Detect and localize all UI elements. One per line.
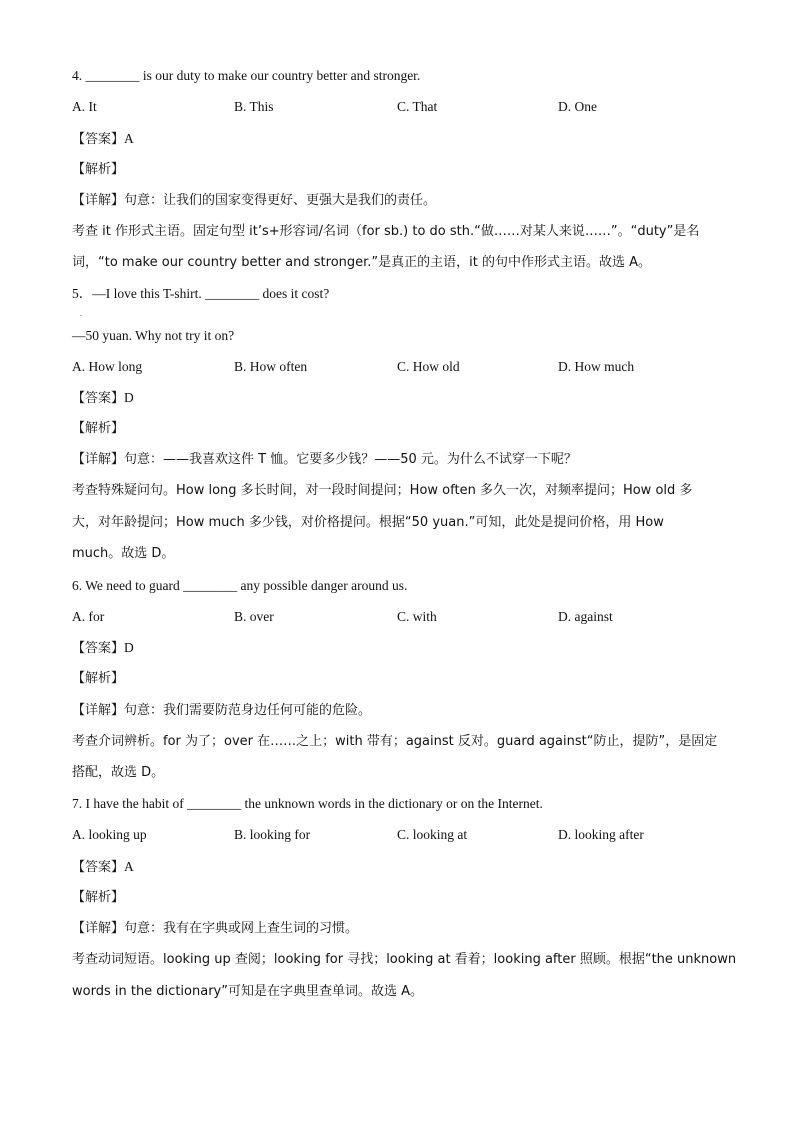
question-7-detail-line-2: 考查动词短语。looking up 查阅；looking for 寻找；looking at 看着；looking after 照顾。根据“the unknown	[72, 952, 737, 967]
question-6-stem: 6. We need to guard ________ any possible danger around us.	[72, 578, 408, 593]
question-7-option-d: D. looking after	[558, 827, 644, 842]
answer-value: A	[124, 131, 134, 146]
question-6-detail-line-3: 搭配，故选 D。	[72, 765, 165, 780]
answer-tag: 【答案】	[72, 132, 125, 147]
question-7-detail-line-1: 【详解】句意：我有在字典或网上查生词的习惯。	[72, 921, 359, 936]
question-5-detail-line-4: much。故选 D。	[72, 546, 175, 561]
question-4-option-a: A. It	[72, 99, 97, 114]
question-6-answer	[72, 638, 134, 659]
question-4-option-d: D. One	[558, 99, 597, 114]
answer-tag: 【答案】	[72, 641, 125, 656]
stray-dot: .	[80, 309, 82, 318]
question-4-detail-line-1: 【详解】句意：让我们的国家变得更好、更强大是我们的责任。	[72, 193, 437, 208]
answer-tag: 【答案】	[72, 860, 125, 875]
answer-value: D	[124, 390, 134, 405]
question-4-option-b: B. This	[234, 99, 274, 114]
answer-tag: 【答案】	[72, 391, 125, 406]
question-7-detail-line-3: words in the dictionary”可知是在字典里查单词。故选 A。	[72, 984, 423, 999]
question-7-option-a: A. looking up	[72, 827, 147, 842]
question-5-option-b: B. How often	[234, 359, 308, 374]
question-7-option-b: B. looking for	[234, 827, 311, 842]
question-6-option-d: D. against	[558, 609, 613, 624]
question-7-analysis-tag: 【解析】	[72, 890, 125, 905]
question-6-option-b: B. over	[234, 609, 274, 624]
question-5-answer	[72, 388, 134, 409]
question-5-option-d: D. How much	[558, 359, 635, 374]
question-7-option-c: C. looking at	[397, 827, 468, 842]
question-6-detail-line-1: 【详解】句意：我们需要防范身边任何可能的危险。	[72, 703, 372, 718]
question-5-detail-line-3: 大，对年龄提问；How much 多少钱，对价格提问。根据“50 yuan.”可知，此处是提问价格，用 How	[72, 515, 664, 530]
question-4-detail-line-2: 考查 it 作形式主语。固定句型 it’s+形容词/名词（for sb.) to do sth.“做……对某人来说……”。“duty”是名	[72, 224, 700, 239]
question-7-answer	[72, 857, 134, 878]
question-4-analysis-tag: 【解析】	[72, 162, 125, 177]
question-6-option-c: C. with	[397, 609, 437, 624]
question-6-detail-line-2: 考查介词辨析。for 为了；over 在……之上；with 带有；against 反对。guard against“防止，提防”，是固定	[72, 734, 718, 749]
question-6-analysis-tag: 【解析】	[72, 671, 125, 686]
question-4-answer	[72, 129, 134, 150]
question-4-stem: 4. ________ is our duty to make our country better and stronger.	[72, 68, 421, 83]
question-5-option-c: C. How old	[397, 359, 460, 374]
question-5-detail-line-1: 【详解】句意：——我喜欢这件 T 恤。它要多少钱？——50 元。为什么不试穿一下呢？	[72, 452, 577, 467]
question-4-detail-line-3: 词，“to make our country better and stronger.”是真正的主语，it 的句中作形式主语。故选 A。	[72, 255, 652, 270]
question-5-analysis-tag: 【解析】	[72, 421, 125, 436]
question-5-stem: 5．—I love this T-shirt. ________ does it cost?	[72, 286, 330, 301]
question-5-reply: —50 yuan. Why not try it on?	[72, 328, 235, 343]
answer-value: A	[124, 859, 134, 874]
answer-value: D	[124, 640, 134, 655]
question-7-stem: 7. I have the habit of ________ the unknown words in the dictionary or on the Internet.	[72, 796, 543, 811]
question-4-option-c: C. That	[397, 99, 438, 114]
question-5-option-a: A. How long	[72, 359, 143, 374]
question-5-detail-line-2: 考查特殊疑问句。How long 多长时间，对一段时间提问；How often 多久一次，对频率提问；How old 多	[72, 483, 693, 498]
question-6-option-a: A. for	[72, 609, 105, 624]
